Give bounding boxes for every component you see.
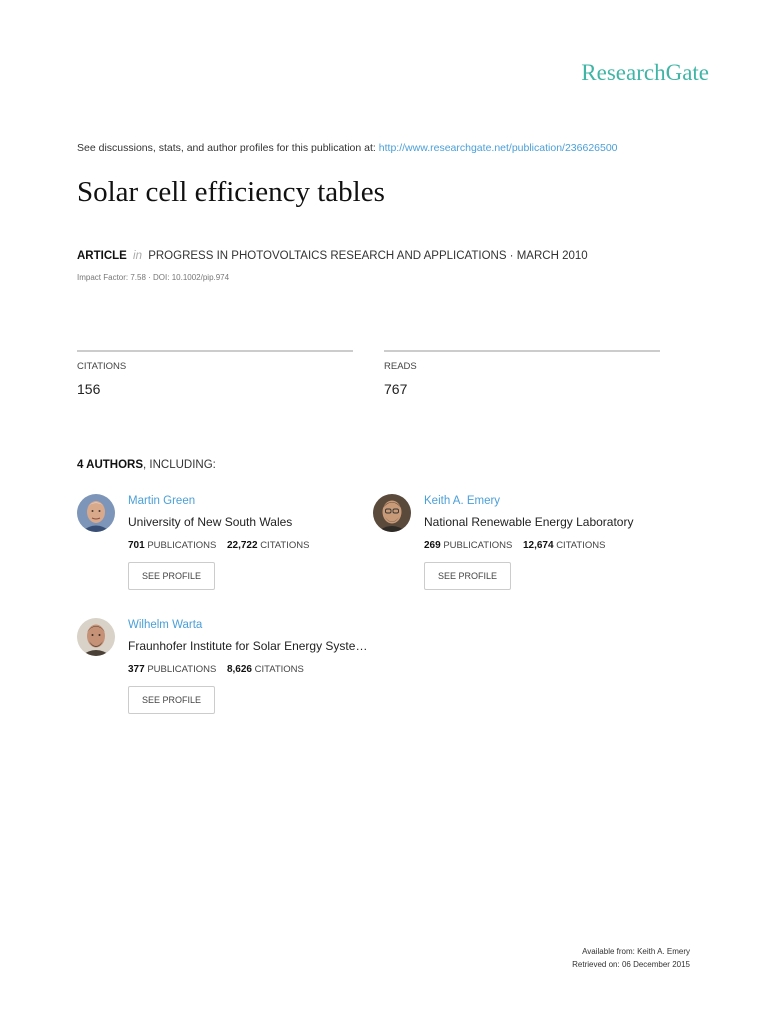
retrieved-on: Retrieved on: 06 December 2015 xyxy=(572,960,690,969)
author-name[interactable]: Wilhelm Warta xyxy=(128,619,203,631)
citations-value: 156 xyxy=(77,381,101,397)
publication-type: ARTICLE xyxy=(77,250,127,262)
avatar[interactable] xyxy=(77,494,115,532)
in-word: in xyxy=(133,250,142,262)
see-profile-button[interactable]: SEE PROFILE xyxy=(424,562,511,590)
avatar[interactable] xyxy=(77,618,115,656)
citations-label: CITATIONS xyxy=(260,540,310,551)
author-name[interactable]: Keith A. Emery xyxy=(424,495,501,507)
publications-label: PUBLICATIONS xyxy=(147,540,217,551)
author-stats xyxy=(424,540,684,551)
citations-count: 8,626 xyxy=(226,664,252,675)
author-stats xyxy=(128,540,388,551)
reads-label: READS xyxy=(384,361,417,372)
publication-link[interactable]: http://www.researchgate.net/publication/236626500 xyxy=(378,142,618,154)
impact-doi: Impact Factor: 7.58 · DOI: 10.1002/pip.974 xyxy=(77,273,230,282)
citations-label: CITATIONS xyxy=(556,540,606,551)
authors-count: 4 AUTHORS xyxy=(77,459,144,471)
citations-count: 22,722 xyxy=(226,540,258,551)
available-from: Available from: Keith A. Emery xyxy=(582,947,690,956)
author-institution: National Renewable Energy Laboratory xyxy=(424,515,634,529)
publications-count: 269 xyxy=(424,540,441,551)
see-profile-button[interactable]: SEE PROFILE xyxy=(128,686,215,714)
citations-count: 12,674 xyxy=(522,540,554,551)
publications-label: PUBLICATIONS xyxy=(443,540,513,551)
publication-meta xyxy=(77,250,588,262)
author-info xyxy=(128,494,388,590)
reads-value: 767 xyxy=(384,381,408,397)
citations-label: CITATIONS xyxy=(77,361,127,372)
author-info xyxy=(424,494,684,590)
publications-count: 377 xyxy=(128,664,145,675)
author-institution: Fraunhofer Institute for Solar Energy Syste… xyxy=(128,639,368,653)
author-name[interactable]: Martin Green xyxy=(128,495,196,507)
publications-count: 701 xyxy=(128,540,145,551)
authors-heading-suffix: , INCLUDING: xyxy=(143,459,216,471)
author-stats xyxy=(128,664,388,675)
author-info xyxy=(128,618,388,714)
publications-label: PUBLICATIONS xyxy=(147,664,217,675)
see-profile-button[interactable]: SEE PROFILE xyxy=(128,562,215,590)
discussion-line xyxy=(77,142,618,154)
reads-stat xyxy=(384,350,660,397)
authors-heading xyxy=(77,459,216,471)
citations-label: CITATIONS xyxy=(254,664,304,675)
footer xyxy=(572,945,690,971)
avatar[interactable] xyxy=(373,494,411,532)
page-title: Solar cell efficiency tables xyxy=(77,176,385,208)
author-institution: University of New South Wales xyxy=(128,515,293,529)
citations-stat xyxy=(77,350,353,397)
researchgate-logo[interactable]: ResearchGate xyxy=(581,60,709,85)
discussion-text: See discussions, stats, and author profiles for this publication at: xyxy=(77,142,376,154)
journal-date: PROGRESS IN PHOTOVOLTAICS RESEARCH AND APPLICATIONS · MARCH 2010 xyxy=(148,250,588,262)
